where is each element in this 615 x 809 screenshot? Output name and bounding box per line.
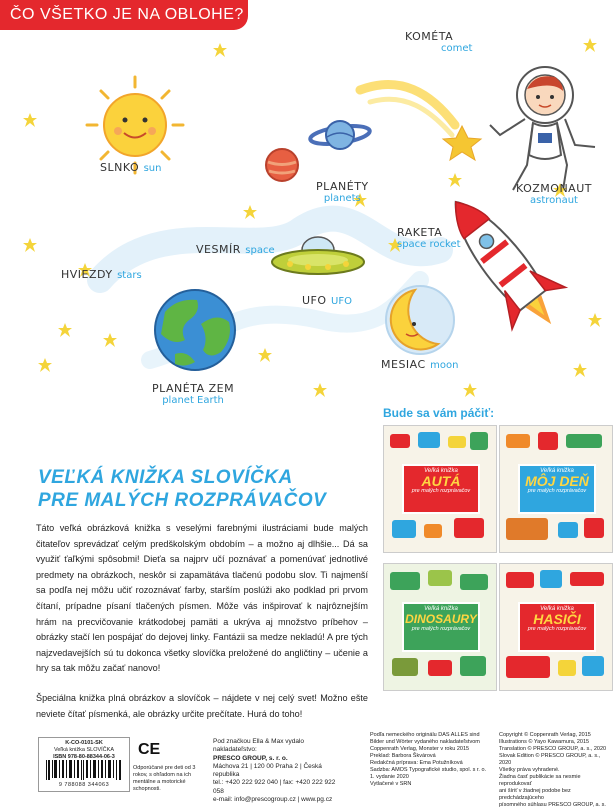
description-paragraph: Táto veľká obrázková knižka s veselými farebnými ilustráciami bude malých čitateľov sprevádzať celým predškolským obdobím – a možno aj dlhšie... Dá sa využiť ťaľkými spôsobmi! Dieťa sa najprv učí poznávať a pomenúvať jednotlivé predmety na obrázkoch, neskôr si zapamätáva tlačenú podobu slov. Ti najmenší sa podľa nej môžu učiť rozoznávať farby, starším poslúži ako podklad pri prvom čítaní, prípadne písaní tlačených písmen. Môže vás inšpirovať k najrôznejším hrám na precvičovanie krátkodobej pamäti a ukrýva aj množstvo príbehov – obrázky stačí len pospájať do dejovej linky. Fantázii sa medze nekladú! A pre tých najzvedavejších sú tu dokonca všetky slovíčka preložené do angličtiny – učenie a hry sa tak môžu začať nanovo! (36, 523, 368, 674)
word-moon (381, 355, 458, 373)
book-title: MÔJ DEŇ (525, 473, 589, 489)
word-space (196, 240, 275, 258)
star-icon (103, 333, 117, 347)
word-sun (100, 158, 161, 176)
word-sk: SLNKO (100, 161, 140, 174)
credit-line: Preklad: Barbora Škvárová (370, 753, 436, 759)
credit-line: Všetky práva vyhradené. (499, 767, 560, 773)
sky-illustration (0, 30, 615, 430)
recommend-title: Bude sa vám páčiť: (383, 406, 495, 420)
barcode-box (38, 737, 130, 792)
astronaut-icon (490, 67, 595, 190)
book-series: Veľká knižka (424, 468, 458, 474)
page-title: ČO VŠETKO JE NA OBLOHE? (10, 6, 244, 23)
ce-mark: CE (138, 741, 161, 758)
word-en: space rocket (397, 239, 461, 250)
word-ufo (302, 291, 352, 309)
credit-line: Žiadna časť publikácie sa nesmie reprodukovať (499, 774, 581, 787)
book-title-line1: VEĽKÁ KNIŽKA SLOVÍČKA (38, 467, 293, 488)
credit-line: Redakčná príprava: Ema Potužníková (370, 760, 463, 766)
credit-line: Copyright © Coppenrath Verlag, 2015 (499, 732, 591, 738)
star-icon (313, 383, 327, 397)
word-sk: KOMÉTA (405, 30, 454, 43)
credit-line: 1. vydanie 2020 (370, 774, 409, 780)
star-icon (258, 348, 272, 362)
word-en: planets (323, 193, 361, 204)
book-cover-cars (383, 425, 497, 553)
publisher-address: Máchova 21 | 120 00 Praha 2 | Česká republika (213, 762, 322, 779)
publisher-email: e-mail: info@prescogroup.cz | www.pg.cz (213, 796, 333, 804)
barcode-icon (44, 760, 124, 782)
book-title: HASIČI (533, 611, 581, 627)
credit-line: Podľa nemeckého originálu DAS ALLES sind (370, 732, 480, 738)
credit-line: ani šíriť v žiadnej podobe bez predchádzajúceho (499, 788, 571, 801)
credits-left (370, 732, 500, 788)
publisher-phone: tel.: +420 222 922 040 | fax: +420 222 922 058 (213, 779, 336, 795)
star-icon (23, 113, 37, 127)
planet-ring-icon (309, 121, 371, 149)
word-rocket (397, 226, 461, 250)
age-warning: Odporúčané pre deti od 3 rokov, s ohľadom na ich mentálne a motorické schopnosti. (133, 765, 196, 792)
book-cover-firefighters (499, 563, 613, 691)
comet-icon (360, 85, 481, 161)
book-title-box (402, 464, 480, 514)
credit-line: Slovak Edition © PRESCO GROUP, a. s., 2020 (499, 753, 601, 766)
product-code: K-CO-0101-SK (65, 740, 103, 746)
credit-line: písomného súhlasu PRESCO GROUP, a. s. (499, 802, 606, 808)
book-title-box (518, 464, 596, 514)
credit-line: Coppenrath Verlag, Monster v roku 2015 (370, 746, 470, 752)
word-sk: PLANÉTY (316, 180, 369, 193)
book-cover-my-day (499, 425, 613, 553)
word-en: comet (441, 43, 473, 54)
word-sk: RAKETA (397, 226, 443, 239)
star-icon (58, 323, 72, 337)
header-banner (0, 0, 248, 30)
credit-line: Vytlačené v SRN (370, 781, 412, 787)
word-en: astronaut (529, 195, 578, 206)
star-icon (588, 313, 602, 327)
credit-line: Translation © PRESCO GROUP, a. s., 2020 (499, 746, 607, 752)
star-icon (463, 383, 477, 397)
word-en: sun (143, 163, 162, 174)
publisher-info (213, 738, 348, 804)
publisher-intro: Pod značkou Ella & Max vydalo nakladateľstvo: (213, 738, 305, 754)
word-en: space (245, 245, 275, 256)
star-icon (23, 238, 37, 252)
credit-line: Sadzba: AMOS Typografické studio, spol. s r. o. (370, 767, 487, 773)
book-cover-dinosaurs (383, 563, 497, 691)
word-sk: KOZMONAUT (516, 182, 592, 195)
word-sk: MESIAC (381, 358, 426, 371)
word-en: UFO (331, 296, 352, 307)
red-planet-icon (266, 149, 298, 181)
word-comet (405, 30, 472, 54)
description (36, 521, 368, 722)
book-subtitle: pre malých rozprávačov (411, 488, 471, 494)
book-series: Veľká knižka (424, 606, 458, 612)
word-en: stars (117, 270, 142, 281)
book-subtitle: pre malých rozprávačov (527, 488, 587, 494)
book-title: DINOSAURY (405, 612, 477, 626)
word-stars (61, 265, 142, 283)
star-icon (38, 358, 52, 372)
moon-icon (386, 286, 454, 354)
book-series: Veľká knižka (540, 606, 574, 612)
word-en: planet Earth (162, 395, 224, 406)
book-title-line2: PRE MALÝCH ROZPRÁVAČOV (38, 490, 327, 511)
isbn: ISBN 978-80-88344-06-3 (53, 754, 115, 760)
word-sk: PLANÉTA ZEM (152, 382, 235, 395)
star-icon (213, 43, 227, 57)
word-astronaut (516, 182, 592, 206)
star-icon (448, 173, 462, 187)
credits-right (499, 732, 613, 809)
star-icon (583, 38, 597, 52)
book-subtitle: pre malých rozprávačov (411, 626, 471, 632)
book-title-box (402, 602, 480, 652)
word-en: moon (430, 360, 459, 371)
credit-line: Bilder und Wörter vydaného nakladateľstvom (370, 739, 480, 745)
credit-line: Illustrations © Yayo Kawamura, 2015 (499, 739, 590, 745)
book-subtitle: pre malých rozprávačov (527, 626, 587, 632)
word-sk: VESMÍR (196, 243, 241, 256)
book-title-box (518, 602, 596, 652)
word-planets (316, 180, 369, 204)
word-sk: UFO (302, 294, 327, 307)
star-icon (243, 205, 257, 219)
book-series: Veľká knižka (540, 468, 574, 474)
book-title: AUTÁ (421, 473, 461, 489)
description-paragraph: Špeciálna knižka plná obrázkov a slovíčok – nájdete v nej celý svet! Možno ešte neviete čítať písmenká, ale obrázky určite prečítate. Hurá do toho! (36, 692, 368, 719)
product-name: Veľká knižka SLOVÍČKA (54, 747, 114, 753)
word-sk: HVIEZDY (61, 268, 113, 281)
publisher-name: PRESCO GROUP, s. r. o. (213, 754, 288, 762)
word-earth (152, 382, 234, 406)
earth-icon (155, 290, 235, 370)
barcode-number: 9 788088 344063 (58, 782, 110, 788)
star-icon (573, 363, 587, 377)
